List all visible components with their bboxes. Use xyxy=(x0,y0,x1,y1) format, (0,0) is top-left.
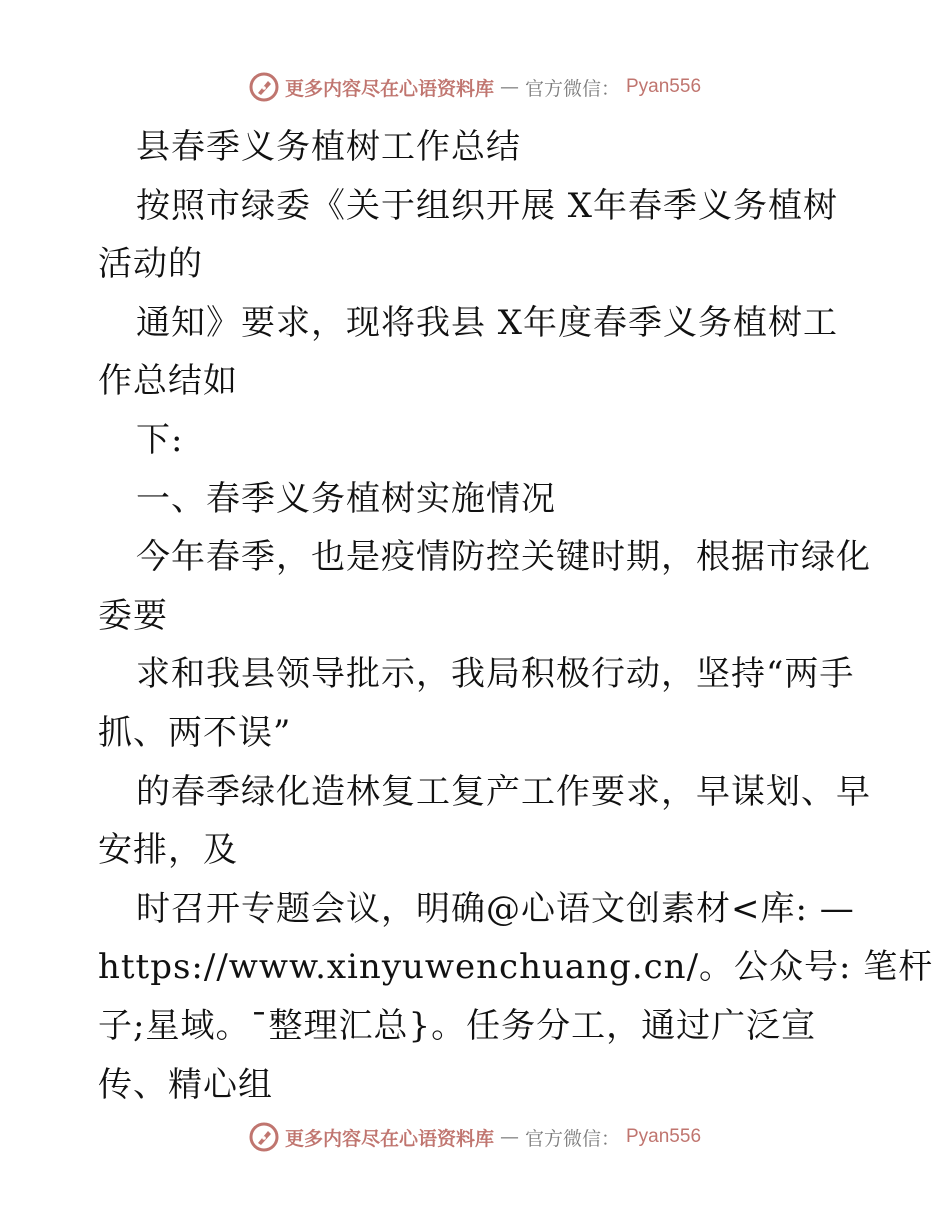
document-line: 县春季义务植树工作总结 xyxy=(136,127,521,167)
watermark-dash: — xyxy=(499,1126,519,1148)
document-line: 今年春季，也是疫情防控关键时期，根据市绿化 xyxy=(136,537,871,578)
watermark-contact-label: 官方微信： xyxy=(524,77,620,100)
document-line: 子;星域。¯整理汇总}。任务分工，通过广泛宣 xyxy=(98,1005,817,1046)
watermark-contact-label: 官方微信： xyxy=(524,1127,620,1150)
document-line: 求和我县领导批示，我局积极行动，坚持“两手 xyxy=(136,654,855,695)
document-line: 下: xyxy=(136,419,184,460)
watermark-dash: — xyxy=(499,76,519,98)
pen-nib-logo-icon xyxy=(249,1122,279,1152)
document-line: 一、春季义务植树实施情况 xyxy=(136,478,556,519)
watermark-contact-id: Pyan556 xyxy=(626,76,702,97)
pen-nib-logo-icon xyxy=(249,72,279,102)
document-line: 委要 xyxy=(98,595,168,636)
document-body xyxy=(98,118,934,1114)
document-line: 的春季绿化造林复工复产工作要求，早谋划、早 xyxy=(136,771,871,812)
document-line: 传、精心组 xyxy=(98,1064,273,1105)
document-line: 活动的 xyxy=(98,244,203,285)
document-line: 通知》要求，现将我县 X年度春季义务植树工 xyxy=(136,302,839,343)
document-line: 抓、两不误” xyxy=(98,712,292,753)
watermark-contact-id: Pyan556 xyxy=(626,1126,702,1147)
watermark-header xyxy=(0,72,950,102)
document-line: https://www.xinyuwenchuang.cn/。公众号: 笔杆 xyxy=(98,947,934,988)
document-line: 按照市绿委《关于组织开展 X年春季义务植树 xyxy=(136,185,839,226)
document-line: 安排，及 xyxy=(98,830,238,871)
document-line: 作总结如 xyxy=(98,361,238,402)
watermark-text: 更多内容尽在心语资料库 xyxy=(284,77,494,100)
watermark-footer xyxy=(0,1122,950,1152)
watermark-text: 更多内容尽在心语资料库 xyxy=(284,1127,494,1150)
document-line: 时召开专题会议，明确@心语文创素材<库: — xyxy=(136,888,855,929)
